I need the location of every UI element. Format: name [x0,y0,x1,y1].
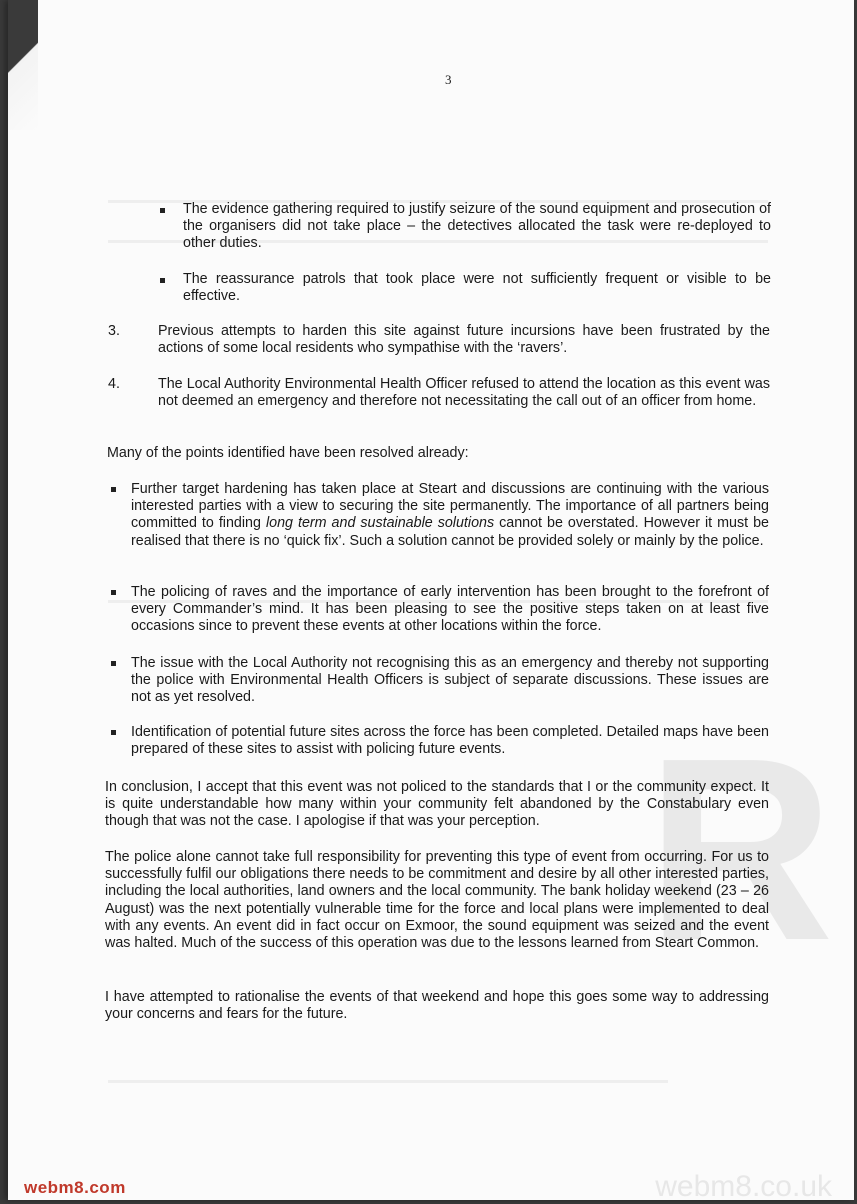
show-through-line [108,1080,668,1083]
paragraph-conclusion: In conclusion, I accept that this event was not policed to the standards that I or the community expect. It is quite understandable how many within your community felt abandoned by the Constabulary even though that was not the case. I apologise if that was your perception. [105,779,769,830]
resolved-bullet-local-authority: The issue with the Local Authority not recognising this as an emergency and thereby not supporting the police with Environmental Health Officers is subject of separate discussions. These issues are not as yet resolved. [131,655,769,706]
document-page [8,0,854,1203]
numbered-item-text: The Local Authority Environmental Health Officer refused to attend the location as this event was not deemed an emergency and therefore not necessitating the call out of an officer from home. [158,376,770,410]
bullet-square-icon [160,208,165,213]
item-number: 3. [108,323,120,339]
resolved-intro: Many of the points identified have been resolved already: [107,445,469,461]
bullet-square-icon [111,487,116,492]
bullet-square-icon [111,590,116,595]
sub-bullet-evidence: The evidence gathering required to justify seizure of the sound equipment and prosecution of the organisers did not take place – the detectives allocated the task were re-deployed to other duties. [183,201,771,252]
emphasis-text: long term and sustainable solutions [265,515,495,532]
bullet-square-icon [111,730,116,735]
resolved-bullet-early-intervention: The policing of raves and the importance of early intervention has been brought to the forefront of every Commander’s mind. It has been pleasing to see the positive steps taken on at least five occasions since to prevent these events at other locations within the force. [131,584,769,635]
paragraph-closing: I have attempted to rationalise the events of that weekend and hope this goes some way to addressing your concerns and fears for the future. [105,989,769,1023]
page-fold-corner [8,0,38,130]
sub-bullet-patrols: The reassurance patrols that took place were not sufficiently frequent or visible to be effective. [183,271,771,305]
numbered-item-text: Previous attempts to harden this site against future incursions have been frustrated by the actions of some local residents who sympathise with the ‘ravers’. [158,323,770,357]
bullet-square-icon [111,661,116,666]
resolved-bullet-site-identification: Identification of potential future sites across the force has been completed. Detailed maps have been prepared of these sites to assist with policing future events. [131,724,769,758]
watermark-right: webm8.co.uk [655,1170,832,1203]
paragraph-responsibility: The police alone cannot take full responsibility for preventing this type of event from occurring. For us to successfully fulfil our obligations there needs to be commitment and desire by all other interested parties, including the local authorities, land owners and the local community. The bank holiday weekend (23 – 26 August) was the next potentially vulnerable time for the force and local plans were implemented to deal with any events. An event did in fact occur on Exmoor, the sound equipment was seized and the event was halted. Much of the success of this operation was due to the lessons learned from Steart Common. [105,849,769,952]
watermark-left: webm8.com [24,1178,126,1197]
resolved-bullet-target-hardening: Further target hardening has taken place at Steart and discussions are continuing with the various interested parties with a view to securing the site permanently. The importance of all partners being committed to finding long term and sustainable solutions cannot be overstated. However it must be realised that there is no ‘quick fix’. Such a solution cannot be provided solely or mainly by the police. [131,481,770,549]
page-number: 3 [445,72,452,87]
show-through-letter: R [646,705,834,995]
bullet-square-icon [160,278,165,283]
item-number: 4. [108,376,120,392]
